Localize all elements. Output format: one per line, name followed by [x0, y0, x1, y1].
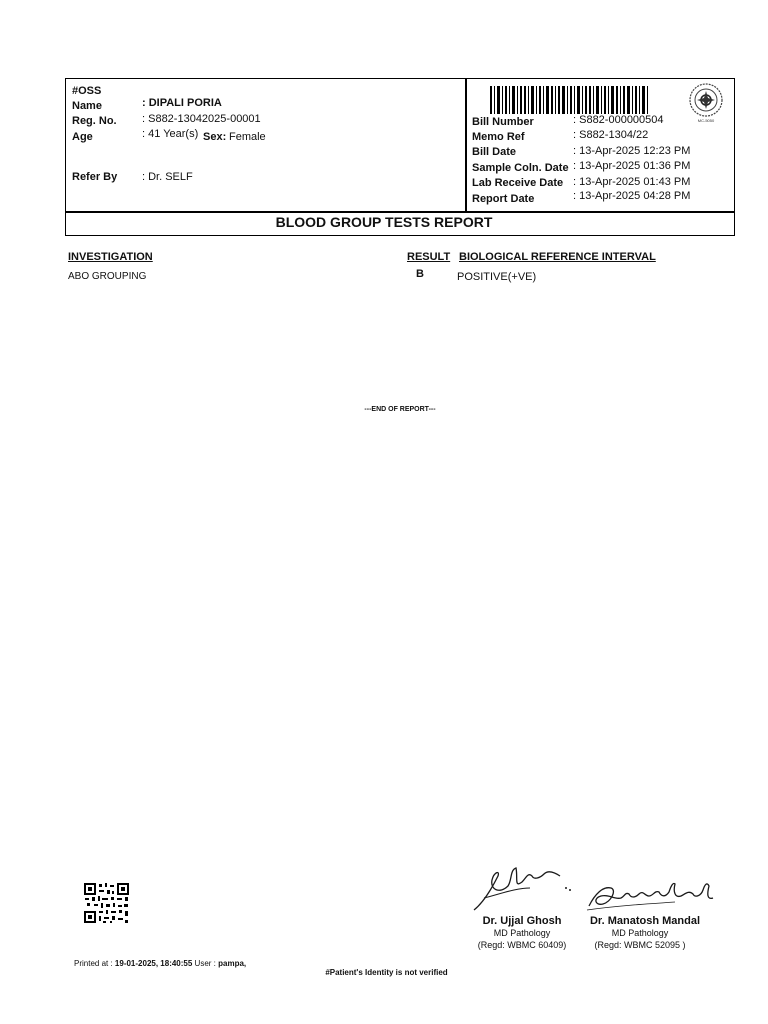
patient-code: #OSS: [72, 85, 102, 97]
reference-value: POSITIVE(+VE): [457, 271, 537, 283]
memo-ref-value: : S882-1304/22: [573, 129, 649, 141]
signatory-2-name: Dr. Manatosh Mandal: [589, 915, 701, 927]
sample-coln-date-label: Sample Coln. Date: [472, 162, 569, 174]
qr-code: [83, 882, 130, 924]
end-of-report-marker: ---END OF REPORT---: [364, 406, 436, 413]
header-divider-horizontal: [65, 211, 735, 213]
bill-date-value: : 13-Apr-2025 12:23 PM: [573, 145, 691, 157]
sex-label: Sex:: [203, 131, 227, 143]
signatory-1-regd: (Regd: WBMC 60409): [477, 940, 567, 950]
printed-at-line: [74, 959, 246, 968]
signature-ujjal-ghosh: [470, 858, 575, 916]
reg-no-label: Reg. No.: [72, 115, 117, 127]
name-value: : DIPALI PORIA: [142, 97, 222, 109]
refer-by-value: : Dr. SELF: [142, 171, 193, 183]
age-label: Age: [72, 131, 93, 143]
printed-at-label: Printed at :: [74, 959, 113, 968]
lab-receive-date-label: Lab Receive Date: [472, 177, 564, 189]
memo-ref-label: Memo Ref: [472, 131, 525, 143]
seal-text: MC-5050: [697, 118, 715, 123]
result-value: B: [416, 268, 424, 280]
user-label: User :: [194, 959, 216, 968]
reg-no-value: : S882-13042025-00001: [142, 113, 261, 125]
signature-manatosh-mandal: [585, 876, 715, 914]
sample-coln-date-value: : 13-Apr-2025 01:36 PM: [573, 160, 691, 172]
report-title: BLOOD GROUP TESTS REPORT: [275, 214, 493, 230]
refer-by-label: Refer By: [72, 171, 118, 183]
signatory-2-regd: (Regd: WBMC 52095 ): [594, 940, 686, 950]
header-divider-vertical: [465, 78, 467, 212]
result-column-header: RESULT: [407, 251, 451, 263]
report-date-value: : 13-Apr-2025 04:28 PM: [573, 190, 691, 202]
name-label: Name: [72, 100, 102, 112]
signatory-1-name: Dr. Ujjal Ghosh: [482, 915, 562, 927]
bill-number-value: : S882-000000504: [573, 114, 664, 126]
barcode-graphic: [490, 86, 648, 114]
bill-number-label: Bill Number: [472, 116, 534, 128]
report-date-label: Report Date: [472, 193, 535, 205]
investigation-column-header: INVESTIGATION: [68, 251, 153, 263]
bill-date-label: Bill Date: [472, 146, 517, 158]
sex-value: Female: [229, 131, 266, 143]
investigation-abo-grouping: ABO GROUPING: [68, 271, 147, 282]
signatory-1-degree: MD Pathology: [493, 928, 551, 938]
lab-seal-logo: [685, 82, 727, 124]
printed-at-value: 19-01-2025, 18:40:55: [114, 959, 193, 968]
reference-column-header: BIOLOGICAL REFERENCE INTERVAL: [459, 251, 656, 263]
identity-notice: #Patient's Identity is not verified: [325, 968, 448, 977]
age-value: : 41 Year(s): [142, 128, 199, 140]
lab-receive-date-value: : 13-Apr-2025 01:43 PM: [573, 176, 691, 188]
signatory-2-degree: MD Pathology: [611, 928, 669, 938]
user-value: pampa,: [218, 959, 247, 968]
